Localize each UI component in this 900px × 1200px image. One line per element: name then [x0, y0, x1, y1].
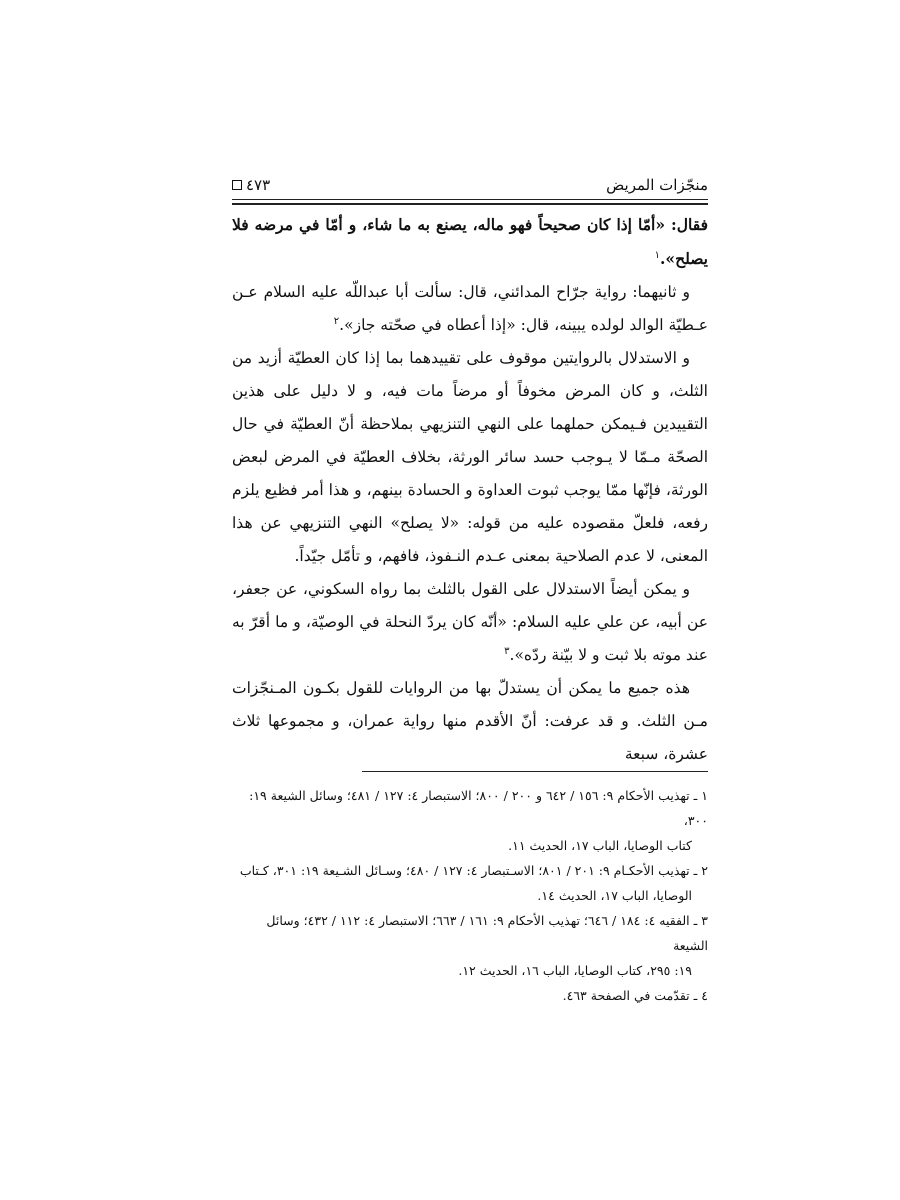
footnote-number: ٤ ـ — [693, 988, 708, 1003]
footnote-number: ٣ ـ — [693, 913, 708, 928]
running-title: منجّزات المريض — [606, 176, 708, 194]
footnote-continuation: الوصايا، الباب ١٧، الحديث ١٤. — [537, 888, 692, 903]
square-icon — [232, 180, 242, 190]
footnote-number: ٢ ـ — [693, 863, 708, 878]
header-rule-thick — [232, 203, 708, 205]
footnote-continuation: كتاب الوصايا، الباب ١٧، الحديث ١١. — [508, 838, 692, 853]
footnote-ref: ٢ — [333, 315, 340, 327]
paragraph-text: هذه جميع ما يمكن أن يستدلّ بها من الروايات للقول بكـون المـنجّزات مـن الثلث. و قد عرفت: أنّ الأقدم منها رواية عمران، و مجموعها ثلاث عشرة، سبعة — [232, 679, 708, 763]
footnote-text: الفقيه ٤: ١٨٤ / ٦٤٦؛ تهذيب الأحكام ٩: ١٦١ / ٦٦٣؛ الاستبصار ٤: ١١٢ / ٤٣٢؛ وسائل الشيعة — [266, 913, 708, 953]
paragraph-text: و يمكن أيضاً الاستدلال على القول بالثلث بما رواه السكوني، عن جعفر، عن أبيه، عن علي عليه السلام: «أنّه كان يردّ النحلة في الوصيّة، و ما أقرّ به عند موته بلا ثبت و لا بيّنة ردّه». — [232, 580, 708, 664]
footnote-ref: ٣ — [504, 645, 510, 657]
footnote-text: تهذيب الأحكـام ٩: ٢٠١ / ٨٠١؛ الاسـتبصار ٤: ١٢٧ / ٤٨٠؛ وسـائل الشـيعة ١٩: ٣٠١، كـتاب — [239, 863, 690, 878]
footnote-text: تهذيب الأحكام ٩: ١٥٦ / ٦٤٢ و ٢٠٠ / ٨٠٠؛ الاستبصار ٤: ١٢٧ / ٤٨١؛ وسائل الشيعة ١٩: ٣٠٠، — [249, 788, 708, 828]
paragraph-text: و الاستدلال بالروايتين موقوف على تقييدهما بما إذا كان العطيّة أزيد من الثلث، و كان المرض مخوفاً أو مرضاً مات فيه، و لا دليل على هذين التقييدين فـيمكن حملهما على النهي التنزيهي بملاحظة أنّ العطيّة في حال الصحّة مـمّا لا يـوجب حسد سائر الورثة، بخلاف العطيّة في المرض لبعض الورثة، فإنّها ممّا يوجب ثبوت العداوة و الحسادة بينهم، و هذا أمر فظيع يلزم رفعه، فلعلّ مقصوده عليه من قوله: «لا يصلح» النهي التنزيهي عن هذا المعنى، لا عدم الصلاحية بمعنى عـدم النـفوذ، فافهم، و تأمّل جيّداً. — [232, 349, 708, 565]
footnote — [232, 983, 708, 1008]
footnote-separator — [362, 771, 708, 772]
paragraph-text: و ثانيهما: رواية جرّاح المدائني، قال: سألت أبا عبداللّه عليه السلام عـن عـطيّة الوالد لولده يبينه، قال: «إذا أعطاه في صحّته جاز». — [232, 283, 708, 334]
footnote — [232, 783, 708, 833]
paragraph — [232, 672, 708, 771]
paragraph — [232, 573, 708, 672]
footnote-ref: ١ — [654, 249, 661, 261]
header-rule-thin — [232, 199, 708, 200]
paragraph — [232, 208, 708, 276]
page-number-value: ٤٧٣ — [246, 176, 271, 194]
footnote-text: تقدّمت في الصفحة ٤٦٣. — [562, 988, 690, 1003]
footnote-number: ١ ـ — [693, 788, 708, 803]
footnotes — [232, 783, 708, 1008]
paragraph — [232, 342, 708, 573]
footnote — [232, 858, 708, 883]
paragraph — [232, 276, 708, 342]
page-number — [232, 176, 270, 194]
footnote-continuation: ١٩: ٢٩٥، كتاب الوصايا، الباب ١٦، الحديث ١٢. — [458, 963, 692, 978]
main-text — [232, 208, 708, 771]
page-header — [232, 170, 708, 200]
footnote — [232, 908, 708, 958]
paragraph-text: فقال: «أمّا إذا كان صحيحاً فهو ماله، يصنع به ما شاء، و أمّا في مرضه فلا يصلح». — [232, 215, 708, 268]
